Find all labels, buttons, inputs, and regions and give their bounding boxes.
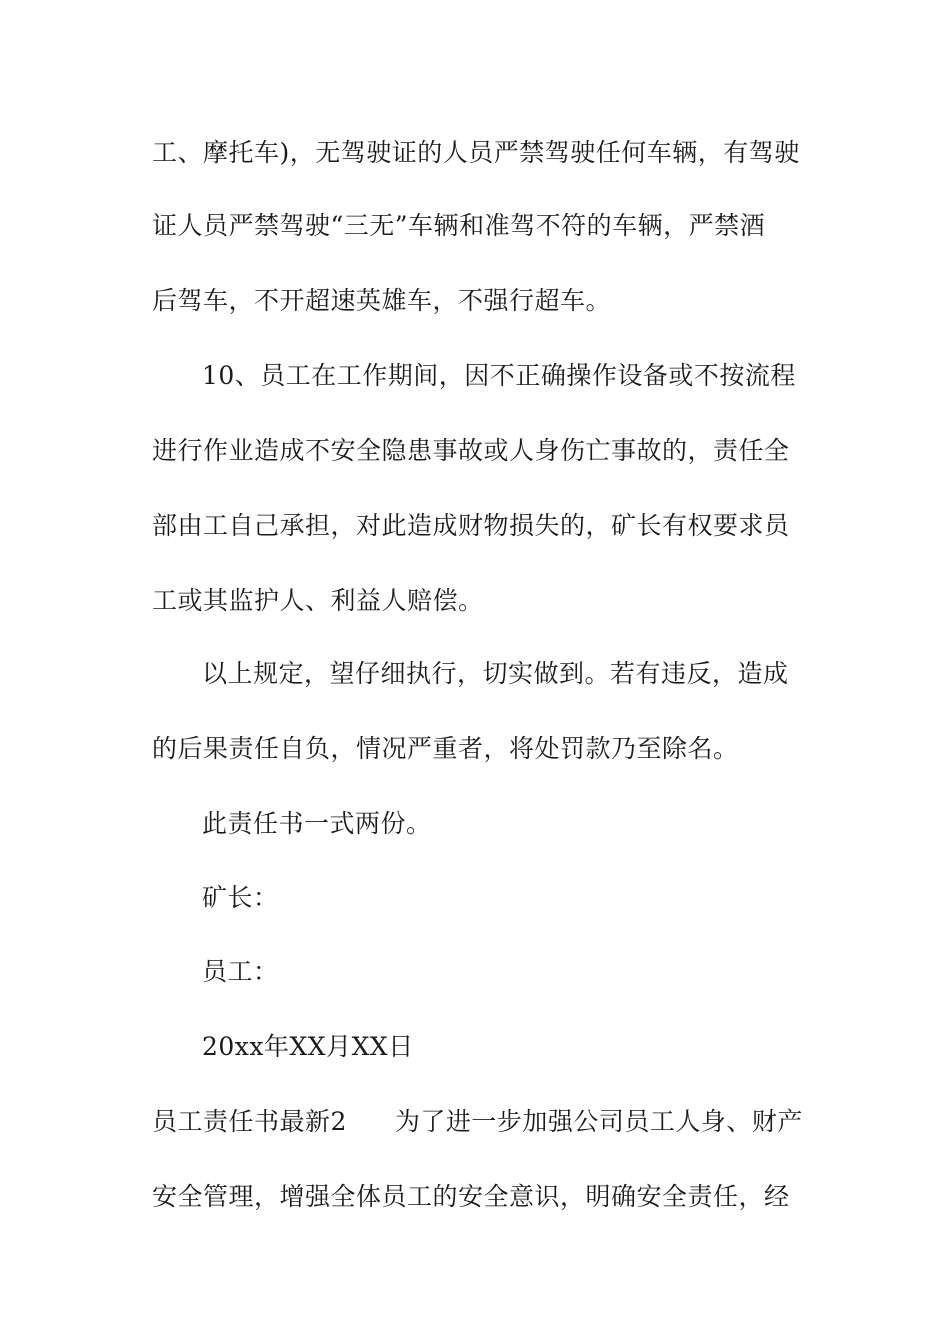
employee-signature-label: 员工：	[202, 957, 279, 986]
section-2-heading: 员工责任书最新2	[152, 1107, 347, 1136]
paragraph-1-line-3: 后驾车，不开超速英雄车，不强行超车。	[152, 286, 612, 315]
mine-manager-signature-label: 矿长：	[202, 883, 279, 912]
paragraph-2-line-2: 进行作业造成不安全隐患事故或人身伤亡事故的，责任全	[152, 436, 790, 465]
copies-note: 此责任书一式两份。	[202, 809, 432, 838]
paragraph-1-line-1: 工、摩托车)，无驾驶证的人员严禁驾驶任何车辆，有驾驶	[152, 138, 800, 167]
section-2-first-line	[152, 1106, 803, 1138]
signing-date: 20xx年XX月XX日	[202, 1032, 414, 1061]
paragraph-2-line-3: 部由工自己承担，对此造成财物损失的，矿长有权要求员	[152, 511, 790, 540]
section-2-intro-text: 为了进一步加强公司员工人身、财产	[394, 1107, 803, 1136]
paragraph-2-line-1: 10、员工在工作期间，因不正确操作设备或不按流程	[202, 361, 796, 390]
paragraph-1-line-2: 证人员严禁驾驶“三无”车辆和准驾不符的车辆，严禁酒	[152, 211, 766, 240]
paragraph-2-line-4: 工或其监护人、利益人赔偿。	[152, 586, 484, 615]
section-2-line-2: 安全管理，增强全体员工的安全意识，明确安全责任，经	[152, 1182, 790, 1211]
paragraph-3-line-1: 以上规定，望仔细执行，切实做到。若有违反，造成	[202, 659, 789, 688]
paragraph-3-line-2: 的后果责任自负，情况严重者，将处罚款乃至除名。	[152, 734, 739, 763]
